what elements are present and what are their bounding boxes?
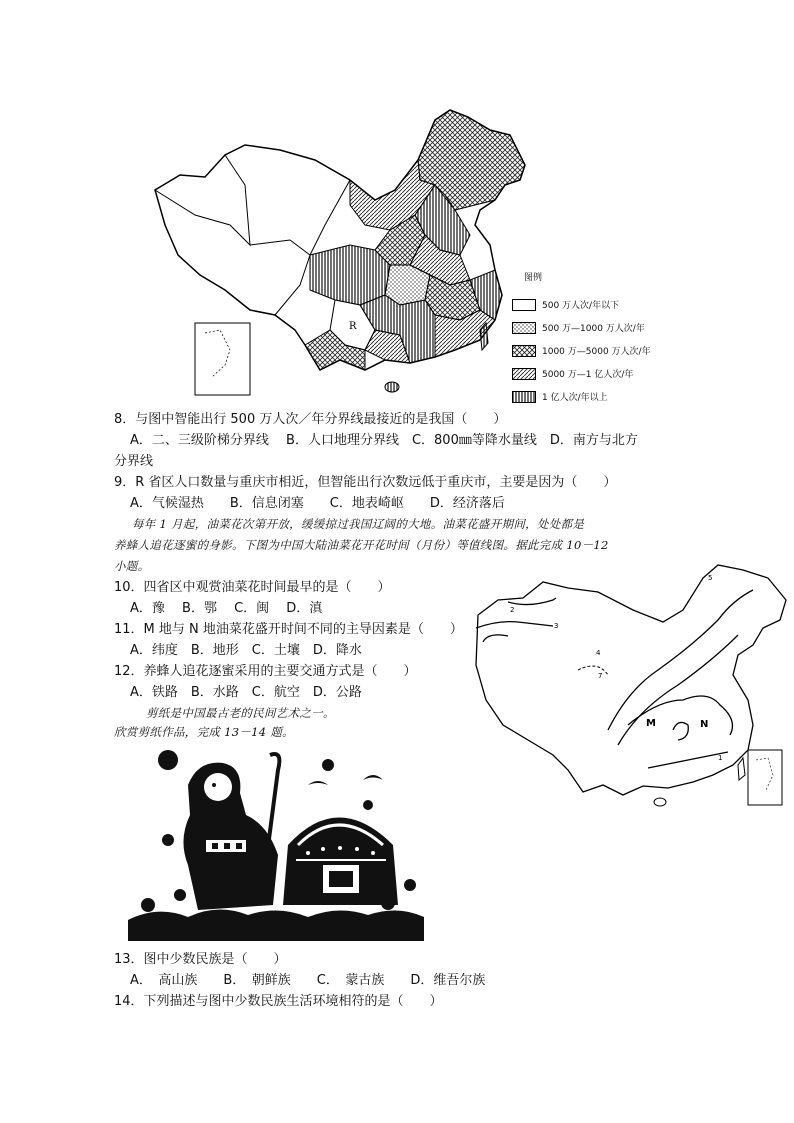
- legend-item: 1000 万—5000 万人次/年: [512, 339, 651, 362]
- question-13-stem: 13．图中少数民族是（ ）: [114, 952, 287, 967]
- region-r-label: R: [349, 321, 357, 332]
- question-12-stem: 12．养蜂人追花逐蜜采用的主要交通方式是（ ）: [114, 664, 417, 679]
- question-8-stem: 8．与图中智能出行 500 万人次／年分界线最接近的是我国（ ）: [114, 412, 507, 427]
- contour-label: 5: [708, 574, 713, 582]
- intro-rapeseed-line3: 小题。: [114, 559, 150, 573]
- question-8-options-cont: 分界线: [114, 454, 154, 469]
- legend-item: 500 万—1000 万人次/年: [512, 316, 651, 339]
- question-9-stem: 9．R 省区人口数量与重庆市相近，但智能出行次数远低于重庆市，主要是因为（ ）: [114, 475, 617, 490]
- contour-label: 7: [598, 672, 603, 680]
- intro-papercut-line2: 欣赏剪纸作品，完成 13－14 题。: [114, 725, 294, 739]
- question-11-options: A．纬度 B．地形 C．土壤 D．降水: [130, 643, 362, 658]
- question-14-stem: 14．下列描述与图中少数民族生活环境相符的是（ ）: [114, 994, 443, 1009]
- contour-label: 4: [596, 649, 601, 657]
- intro-papercut-line1: 剪纸是中国最古老的民间艺术之一。: [146, 706, 335, 720]
- map-label-n: N: [700, 719, 709, 730]
- legend-item: 1 亿人次/年以上: [512, 385, 651, 408]
- contour-label: 3: [554, 622, 559, 630]
- legend-item: 500 万人次/年以下: [512, 293, 651, 316]
- legend-title: 图例: [524, 273, 543, 283]
- contour-label: 2: [510, 606, 515, 614]
- map-label-m: M: [646, 718, 656, 729]
- china-travel-map: [150, 105, 528, 397]
- question-9-options: A．气候湿热 B．信息闭塞 C．地表崎岖 D．经济落后: [130, 496, 505, 511]
- question-13-options: A． 高山族 B． 朝鲜族 C． 蒙古族 D．维吾尔族: [130, 973, 486, 988]
- rapeseed-bloom-isoline-map: [468, 560, 790, 812]
- question-12-options: A．铁路 B．水路 C．航空 D．公路: [130, 685, 362, 700]
- hainan-island: [385, 382, 399, 392]
- map-legend: [512, 270, 651, 408]
- contour-label: 1: [718, 754, 723, 762]
- south-china-sea-inset: [195, 323, 250, 395]
- intro-rapeseed-line1: 每年 1 月起，油菜花次第开放，缓缓掠过我国辽阔的大地。油菜花盛开期间，处处都是: [132, 517, 585, 531]
- question-8-options: A．二、三级阶梯分界线 B．人口地理分界线 C．800㎜等降水量线 D．南方与北方: [130, 433, 638, 448]
- question-11-stem: 11．M 地与 N 地油菜花盛开时间不同的主导因素是（ ）: [114, 622, 463, 637]
- china-outline-2: [476, 565, 786, 795]
- question-10-options: A．豫 B．鄂 C．闽 D．滇: [130, 601, 323, 616]
- intro-rapeseed-line2: 养蜂人追花逐蜜的身影。下图为中国大陆油菜花开花时间（月份）等值线图。据此完成 10－12: [114, 538, 609, 552]
- legend-item: 5000 万—1 亿人次/年: [512, 362, 651, 385]
- papercut-artwork: [128, 745, 424, 941]
- question-10-stem: 10．四省区中观赏油菜花时间最早的是（ ）: [114, 580, 391, 595]
